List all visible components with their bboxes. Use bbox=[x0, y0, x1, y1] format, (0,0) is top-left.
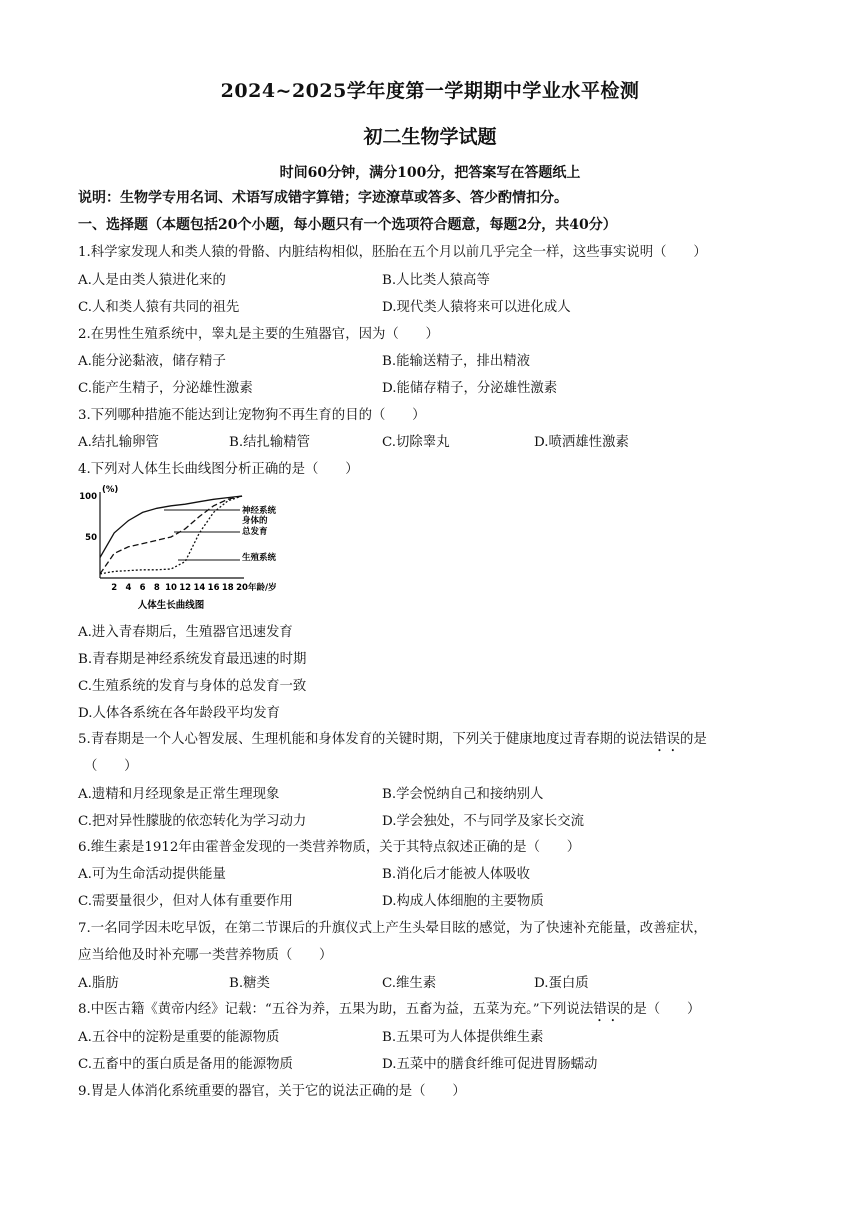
growth-curve-chart bbox=[76, 480, 306, 616]
question-5-paren: （ ） bbox=[84, 759, 138, 774]
x-tick-label: 6 bbox=[139, 583, 146, 593]
question-8-option-b: B.五果可为人体提供维生素 bbox=[382, 1030, 544, 1045]
question-5-stem-text: 5.青春期是一个人心智发展、生理机能和身体发育的关键时期，下列关于健康地度过青春期的说法 bbox=[78, 732, 654, 747]
question-3-option-d: D.喷洒雄性激素 bbox=[534, 435, 629, 450]
question-2-option-d: D.能储存精子，分泌雄性激素 bbox=[382, 381, 558, 396]
question-8-stem-text: 8.中医古籍《黄帝内经》记载：“五谷为养，五果为助，五畜为益，五菜为充。”下列说法 bbox=[78, 1002, 594, 1017]
question-4-option-d: D.人体各系统在各年龄段平均发育 bbox=[78, 706, 280, 721]
question-6-option-a: A.可为生命活动提供能量 bbox=[78, 867, 226, 882]
question-2-option-b: B.能输送精子，排出精液 bbox=[382, 354, 531, 369]
question-4-option-a: A.进入青春期后，生殖器官迅速发育 bbox=[78, 625, 293, 640]
instructions: 说明：生物学专用名词、术语写成错字算错；字迹潦草或答多、答少酌情扣分。 bbox=[78, 190, 568, 206]
question-1-option-c: C.人和类人猿有共同的祖先 bbox=[78, 300, 240, 315]
question-2-option-c: C.能产生精子，分泌雄性激素 bbox=[78, 381, 253, 396]
section-heading: 一、选择题（本题包括20个小题，每小题只有一个选项符合题意，每题2分，共40分） bbox=[78, 217, 617, 233]
exam-title: 2024~2025学年度第一学期期中学业水平检测 bbox=[220, 80, 640, 102]
y-tick-label: 100 bbox=[79, 492, 97, 502]
x-tick-label: 4 bbox=[125, 583, 132, 593]
question-6-option-d: D.构成人体细胞的主要物质 bbox=[382, 894, 544, 909]
question-5-stem-end: 的是 bbox=[679, 732, 707, 747]
question-7-option-d: D.蛋白质 bbox=[534, 976, 589, 991]
question-8-option-d: D.五菜中的膳食纤维可促进胃肠蠕动 bbox=[382, 1057, 598, 1072]
x-tick-label: 12 bbox=[179, 583, 192, 593]
question-3-option-b: B.结扎输精管 bbox=[229, 435, 311, 450]
question-7-option-b: B.糖类 bbox=[229, 976, 270, 991]
time-note: 时间60分钟，满分100分，把答案写在答题纸上 bbox=[279, 165, 581, 181]
question-7-stem-line2: 应当给他及时补充哪一类营养物质（ ） bbox=[78, 948, 333, 963]
exam-subtitle: 初二生物学试题 bbox=[363, 126, 497, 148]
x-tick-label: 14 bbox=[193, 583, 206, 593]
series-line-3 bbox=[100, 496, 242, 574]
question-4-option-c: C.生殖系统的发育与身体的总发育一致 bbox=[78, 679, 307, 694]
question-1-option-b: B.人比类人猿高等 bbox=[382, 273, 490, 288]
question-6-option-b: B.消化后才能被人体吸收 bbox=[382, 867, 531, 882]
question-9-stem: 9.胃是人体消化系统重要的器官，关于它的说法正确的是（ ） bbox=[78, 1084, 466, 1099]
series-label-3: 生殖系统 bbox=[242, 553, 277, 563]
series-line-2 bbox=[100, 496, 242, 574]
question-4-stem: 4.下列对人体生长曲线图分析正确的是（ ） bbox=[78, 462, 359, 477]
question-8-stem bbox=[78, 998, 700, 1025]
question-3-stem: 3.下列哪种措施不能达到让宠物狗不再生育的目的（ ） bbox=[78, 408, 426, 423]
question-8-option-c: C.五畜中的蛋白质是备用的能源物质 bbox=[78, 1057, 293, 1072]
x-tick-label: 8 bbox=[153, 583, 160, 593]
x-tick-label: 18 bbox=[221, 583, 234, 593]
x-axis-label: 年龄/岁 bbox=[248, 583, 277, 593]
question-8-emphasis: 错误 bbox=[593, 1002, 620, 1017]
x-tick-label: 16 bbox=[207, 583, 220, 593]
question-7-option-a: A.脂肪 bbox=[78, 976, 119, 991]
question-7-stem: 7.一名同学因未吃早饭，在第二节课后的升旗仪式上产生头晕目眩的感觉，为了快速补充能量，改善症状， bbox=[78, 921, 707, 936]
x-tick-label: 20 bbox=[236, 583, 248, 593]
question-5-option-c: C.把对异性朦胧的依恋转化为学习动力 bbox=[78, 814, 307, 829]
question-1-stem: 1.科学家发现人和类人猿的骨骼、内脏结构相似，胚胎在五个月以前几乎完全一样，这些事实说明（ ） bbox=[78, 245, 707, 260]
question-1-option-a: A.人是由类人猿进化来的 bbox=[78, 273, 226, 288]
chart-title: 人体生长曲线图 bbox=[137, 600, 205, 611]
question-8-stem-end: 的是（ ） bbox=[620, 1002, 701, 1017]
question-8-option-a: A.五谷中的淀粉是重要的能源物质 bbox=[78, 1030, 280, 1045]
question-2-option-a: A.能分泌黏液，储存精子 bbox=[78, 354, 226, 369]
question-7-option-c: C.维生素 bbox=[382, 976, 437, 991]
series-line-1 bbox=[100, 496, 242, 558]
y-tick-label: 50 bbox=[85, 533, 97, 543]
question-3-option-a: A.结扎输卵管 bbox=[78, 435, 159, 450]
question-5-option-d: D.学会独处，不与同学及家长交流 bbox=[382, 814, 584, 829]
question-5-stem bbox=[78, 728, 707, 755]
question-5-emphasis: 错误 bbox=[653, 732, 680, 747]
question-6-stem: 6.维生素是1912年由霍普金发现的一类营养物质，关于其特点叙述正确的是（ ） bbox=[78, 840, 581, 855]
y-axis-label: (%) bbox=[102, 485, 119, 495]
question-6-option-c: C.需要量很少，但对人体有重要作用 bbox=[78, 894, 293, 909]
series-label-1: 神经系统 bbox=[242, 506, 277, 516]
question-1-option-d: D.现代类人猿将来可以进化成人 bbox=[382, 300, 571, 315]
question-5-option-a: A.遗精和月经现象是正常生理现象 bbox=[78, 787, 280, 802]
x-tick-label: 2 bbox=[111, 583, 118, 593]
question-4-option-b: B.青春期是神经系统发育最迅速的时期 bbox=[78, 652, 307, 667]
series-label-2: 身体的 bbox=[242, 516, 268, 526]
question-2-stem: 2.在男性生殖系统中，睾丸是主要的生殖器官，因为（ ） bbox=[78, 327, 439, 342]
question-3-option-c: C.切除睾丸 bbox=[382, 435, 450, 450]
x-tick-label: 10 bbox=[165, 583, 177, 593]
series-label-2-cont: 总发育 bbox=[242, 527, 268, 537]
question-5-option-b: B.学会悦纳自己和接纳别人 bbox=[382, 787, 544, 802]
